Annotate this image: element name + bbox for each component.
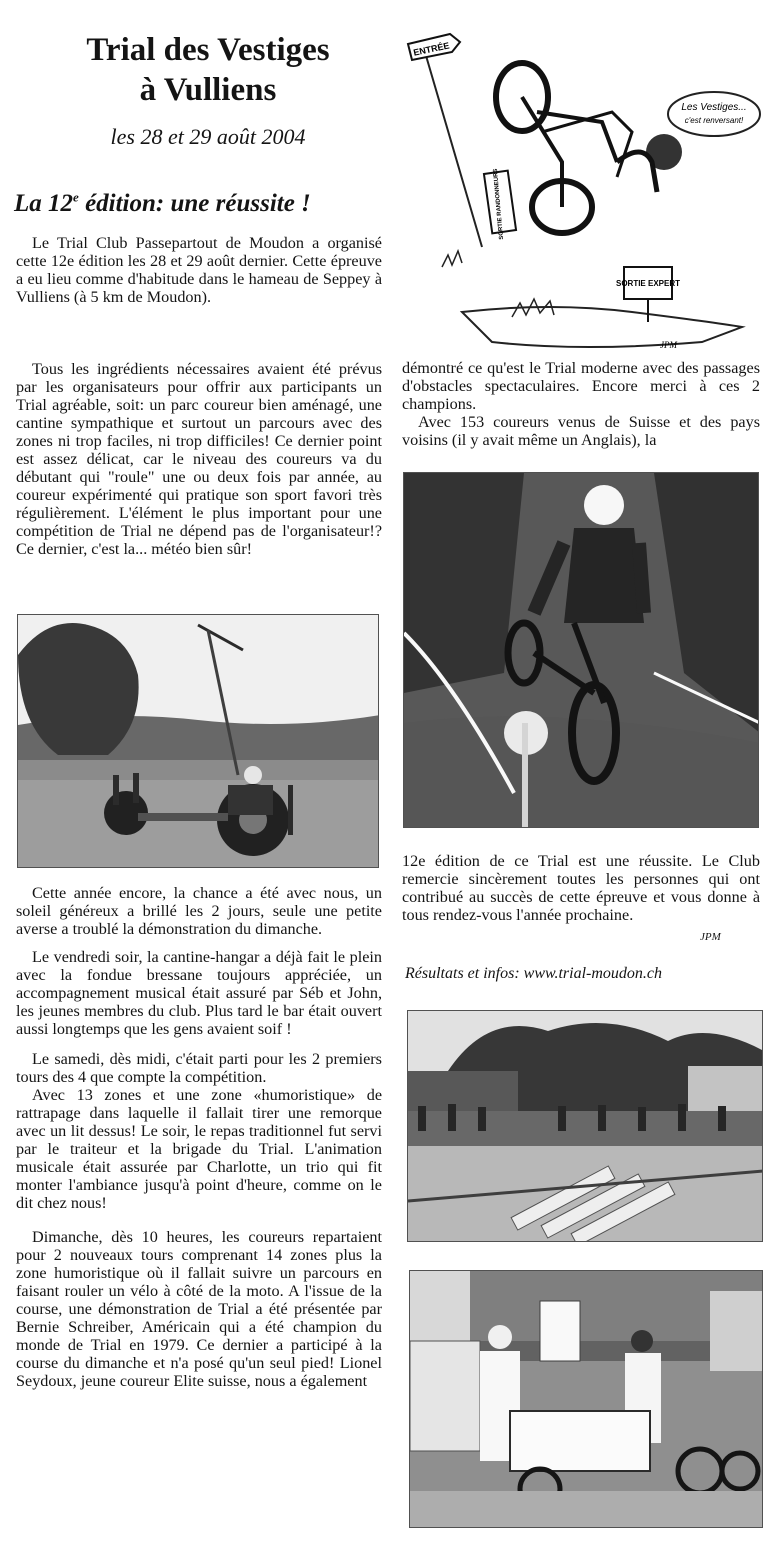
ingredients-block — [16, 360, 382, 558]
paragraph-right-cont: démontré ce qu'est le Trial moderne avec des passages d'obstacles spectaculaires. Encore merci à ces 2 champions. — [402, 359, 760, 413]
title-line-1: Trial des Vestiges — [86, 32, 330, 68]
paragraph-end: 12e édition de ce Trial est une réussite. Le Club remercie sincèrement toutes les personnes qui ont contribué au succès de cette épreuve et vous donne à tous rendez-vous l'année prochaine. — [402, 852, 760, 924]
bubble-line-2: c'est renversant! — [684, 116, 744, 125]
photo-tractor-image — [18, 615, 379, 868]
right-top-block — [402, 359, 760, 449]
title-line-2: à Vulliens — [139, 72, 277, 108]
cartoon-artist: JPM — [660, 340, 677, 350]
sign-sortie-expert: SORTIE EXPERT — [615, 279, 681, 288]
subhead-post: édition: une réussite ! — [78, 190, 311, 217]
paragraph-ingredients: Tous les ingrédients nécessaires avaient été prévus par les organisateurs pour offrir aux participants un Trial agréable, soit: un parc coureur bien aménagé, une cantine sympathique et surtout un parcours avec des zones ni trop faciles, ni trop difficiles! Ce dernier point est assez délicat, car le niveau des coureurs va du débutant qui "roule" une ou deux fois par année, au coureur expérimenté qui pratique son sport favori très régulièrement. L'élément le plus important pour une compétition de Trial ne dépend pas de l'organisateur!? Ce dernier, c'est la... météo bien sûr! — [16, 360, 382, 558]
article-title — [18, 30, 398, 110]
paragraph-intro: Le Trial Club Passepartout de Moudon a organisé cette 12e édition les 28 et 29 août dernier. Cette épreuve a eu lieu comme d'habitude dans le hameau de Seppey à Vulliens (à 5 km de Moudon). — [16, 234, 382, 306]
photo-buvette-image — [410, 1271, 763, 1528]
sign-entree: ENTRÉE — [412, 40, 451, 58]
results-line: Résultats et infos: www.trial-moudon.ch — [405, 965, 663, 982]
paragraph-samedi: Le samedi, dès midi, c'était parti pour les 2 premiers tours des 4 que compte la compétition. — [16, 1050, 382, 1086]
photo-tractor — [17, 614, 379, 868]
sign-sortie-randonneurs: SORTIE RANDONNEURS — [492, 168, 506, 240]
left-lower-block — [16, 884, 382, 1390]
photo-buvette — [409, 1270, 763, 1528]
paragraph-153: Avec 153 coureurs venus de Suisse et des pays voisins (il y avait même un Anglais), la — [402, 413, 760, 449]
cartoon-drawing — [402, 12, 762, 354]
photo-rider-image — [404, 473, 759, 828]
intro-block — [16, 234, 382, 306]
article-dates: les 28 et 29 août 2004 — [110, 124, 306, 149]
bubble-line-1: Les Vestiges... — [681, 102, 747, 113]
cartoon-illustration — [402, 12, 762, 354]
article-subhead — [14, 188, 399, 220]
paragraph-zones: Avec 13 zones et une zone «humoristique» de rattrapage dans laquelle il fallait tirer une remorque avec un lit dessus! Le soir, le repas traditionnel fut servi par le traiteur et la brigade du Trial. L'animation musicale était assurée par Charlotte, un trio qui fit monter l'ambiance jusqu'à point d'heure, comme on le dit chez nous! — [16, 1086, 382, 1212]
subhead-sup: e — [73, 189, 79, 205]
photo-course — [407, 1010, 763, 1242]
paragraph-vendredi: Le vendredi soir, la cantine-hangar a déjà fait le plein avec la fondue bressane toujours appréciée, un accompagnement musical était assuré par Séb et John, les jeunes membres du club. Plus tard le bar était ouvert aussi longtemps que les gens avaient soif ! — [16, 948, 382, 1038]
paragraph-chance: Cette année encore, la chance a été avec nous, un soleil généreux a brillé les 2 jours, seule une petite averse a troublé la démonstration du dimanche. — [16, 884, 382, 938]
right-end-block — [402, 852, 760, 924]
photo-course-image — [408, 1011, 763, 1242]
signature: JPM — [700, 931, 721, 943]
paragraph-dimanche: Dimanche, dès 10 heures, les coureurs repartaient pour 2 nouveaux tours comprenant 14 zones plus la zone humoristique où il fallait suivre un parcours en faisant rouler un vélo à côté de la moto. A l'issue de la course, une démonstration de Trial a été présentée par Bernie Schreiber, Américain qui a été champion du monde de Trial en 1979. Ce dernier a participé à la course du dimanche et n'a posé qu'un seul pied! Lionel Seydoux, jeune coureur Elite suisse, nous a également — [16, 1228, 382, 1390]
subhead-pre: La 12 — [14, 190, 74, 217]
photo-rider — [403, 472, 759, 828]
